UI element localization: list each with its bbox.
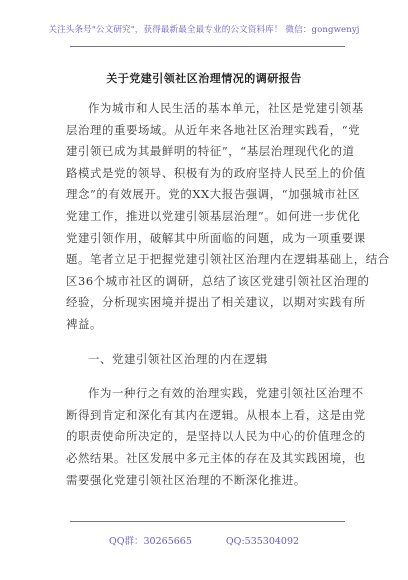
footer-qq: QQ:535304092 xyxy=(225,536,300,547)
paragraph-line: 的职责使命所决定的，是坚持以人民为中心的价值理念的 xyxy=(66,429,366,444)
paragraph-line: 裨益。 xyxy=(66,316,102,331)
paragraph-gap xyxy=(66,370,356,383)
footer-divider xyxy=(70,521,345,522)
paragraph-line: 必然结果。社区发展中多元主体的存在及其实践困境，也 xyxy=(66,450,366,465)
footer-qq-group: QQ群：30265665 xyxy=(108,536,192,547)
paragraph-line: 作为城市和人民生活的基本单元，社区是党建引领基 xyxy=(88,101,364,115)
header-note: 关注头条号"公文研究"，获得最新最全最专业的公文资料库！ 微信：gongwenyj xyxy=(48,25,360,35)
paragraph-line: 题。笔者立足于把握党建引领社区治理内在逻辑基础上，结合 xyxy=(66,252,390,267)
header-divider xyxy=(70,46,345,47)
paragraph-line: 党建引领作用，破解其中所面临的问题，成为一项重要课 xyxy=(66,230,366,245)
document-title: 关于党建引领社区治理情况的调研报告 xyxy=(106,72,302,85)
paragraph-line: 断得到肯定和深化有其内在逻辑。从根本上看，这是由党 xyxy=(66,407,366,422)
paragraph-line: 区36个城市社区的调研，总结了该区党建引领社区治理的 xyxy=(66,273,370,288)
paragraph-line: 作为一种行之有效的治理实践，党建引领社区治理不 xyxy=(88,386,364,401)
paragraph-line: 路模式是党的领导、积极有为的政府坚持人民至上的价值 xyxy=(66,165,366,180)
document-body xyxy=(66,98,390,491)
paragraph-line: 理念”的有效展开。党的XX大报告强调，“加强城市社区 xyxy=(66,187,361,202)
paragraph-line: 层治理的重要场域。从近年来各地社区治理实践看，“党 xyxy=(66,122,361,137)
paragraph-gap xyxy=(66,336,356,349)
paragraph-line: 党建工作，推进以党建引领基层治理”。如何进一步优化 xyxy=(66,208,361,223)
section-heading: 一、党建引领社区治理的内在逻辑 xyxy=(88,351,268,366)
footer xyxy=(0,533,408,547)
paragraph-line: 需要强化党建引领社区治理的不断深化推进。 xyxy=(66,472,306,487)
paragraph-line: 建引领已成为其最鲜明的特征”，“基层治理现代化的道 xyxy=(66,144,355,159)
paragraph-line: 经验，分析现实困境并提出了相关建议，以期对实践有所 xyxy=(66,295,366,310)
